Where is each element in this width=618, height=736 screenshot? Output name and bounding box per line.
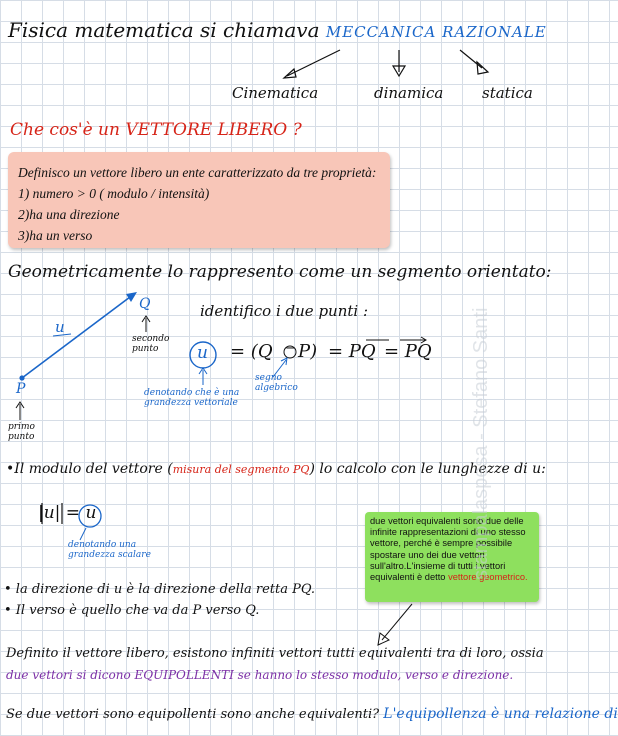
vector-arrowhead <box>126 292 137 302</box>
note-arrow <box>382 604 412 640</box>
formula-eq1b: P) <box>298 341 318 362</box>
modulus-text-red: misura del segmento PQ <box>172 463 310 476</box>
branch-statica: statica <box>482 84 533 102</box>
watermark: stampalaspesa - Stefano Santi <box>470 307 492 580</box>
green-note <box>365 512 539 602</box>
point-p-dot <box>19 375 24 380</box>
header-title-prefix: Fisica matematica si chiamava <box>8 18 320 42</box>
header-title <box>8 18 547 42</box>
point-p-label: P <box>16 381 26 397</box>
definition-line: 3)ha un verso <box>18 228 93 243</box>
modulus-text-b: ) lo calcolo con le lunghezze di u: <box>309 461 546 477</box>
green-note-text: due vettori equivalenti sono due delle infinite rappresentazioni di uno stesso vettore, perché è sempre possibile spostare uno dei due vettori sull'altro.L'insieme di tutti i vettori equivalenti è detto <box>370 516 526 583</box>
modulus-text-a: •Il modulo del vettore ( <box>6 461 173 477</box>
note-sign: segno algebrico <box>255 373 298 393</box>
modulus-formula: |u| = u <box>38 503 97 523</box>
vector-label-u: u <box>55 318 65 336</box>
branch-dinamica: dinamica <box>374 84 444 102</box>
header-title-highlight: MECCANICA RAZIONALE <box>325 23 547 41</box>
arrow-to-statica <box>460 50 482 68</box>
section-question: Che cos'è un VETTORE LIBERO ? <box>10 120 302 140</box>
definition-box <box>8 152 390 248</box>
closing-line-3a: Se due vettori sono equipollenti sono anche equivalenti? <box>6 707 380 722</box>
bullet-direction: • la direzione di u è la direzione della retta PQ. <box>4 582 316 597</box>
closing-line-3 <box>6 706 618 722</box>
first-point-note: primo punto <box>8 422 35 442</box>
formula-eq3: = PQ <box>384 341 432 362</box>
bullet-verso: • Il verso è quello che va da P verso Q. <box>4 603 260 618</box>
green-note-highlight: vettore geometrico. <box>448 572 528 583</box>
definition-line: 2)ha una direzione <box>18 207 120 222</box>
arrowhead-statica <box>477 62 488 74</box>
modulus-line <box>6 461 546 477</box>
formula-u: u <box>197 343 208 363</box>
closing-line-1: Definito il vettore libero, esistono infiniti vettori tutti equivalenti tra di loro, ossia <box>6 646 544 661</box>
note-scalar: denotando una grandezza scalare <box>68 540 151 560</box>
identify-text: identifico i due punti : <box>200 302 369 320</box>
formula-eq1: = (Q <box>230 341 273 362</box>
closing-line-2: due vettori si dicono EQUIPOLLENTI se hanno lo stesso modulo, verso e direzione. <box>6 668 514 682</box>
vector-segment <box>22 294 134 378</box>
arrowhead-cinematica <box>284 69 296 78</box>
note-quantity: denotando che è una grandezza vettoriale <box>144 388 240 408</box>
branch-cinematica: Cinematica <box>232 84 319 102</box>
definition-line: Definisco un vettore libero un ente caratterizzato da tre proprietà: <box>18 165 377 180</box>
closing-line-3b: L'equipollenza è una relazione di <box>383 706 618 722</box>
second-point-note: secondo punto <box>132 334 170 354</box>
formula-op: − <box>285 341 296 356</box>
point-q-label: Q <box>139 296 151 312</box>
geometry-intro: Geometricamente lo rappresento come un segmento orientato: <box>8 262 552 282</box>
formula-eq2: = PQ <box>328 341 376 362</box>
definition-line: 1) numero > 0 ( modulo / intensità) <box>18 186 210 201</box>
